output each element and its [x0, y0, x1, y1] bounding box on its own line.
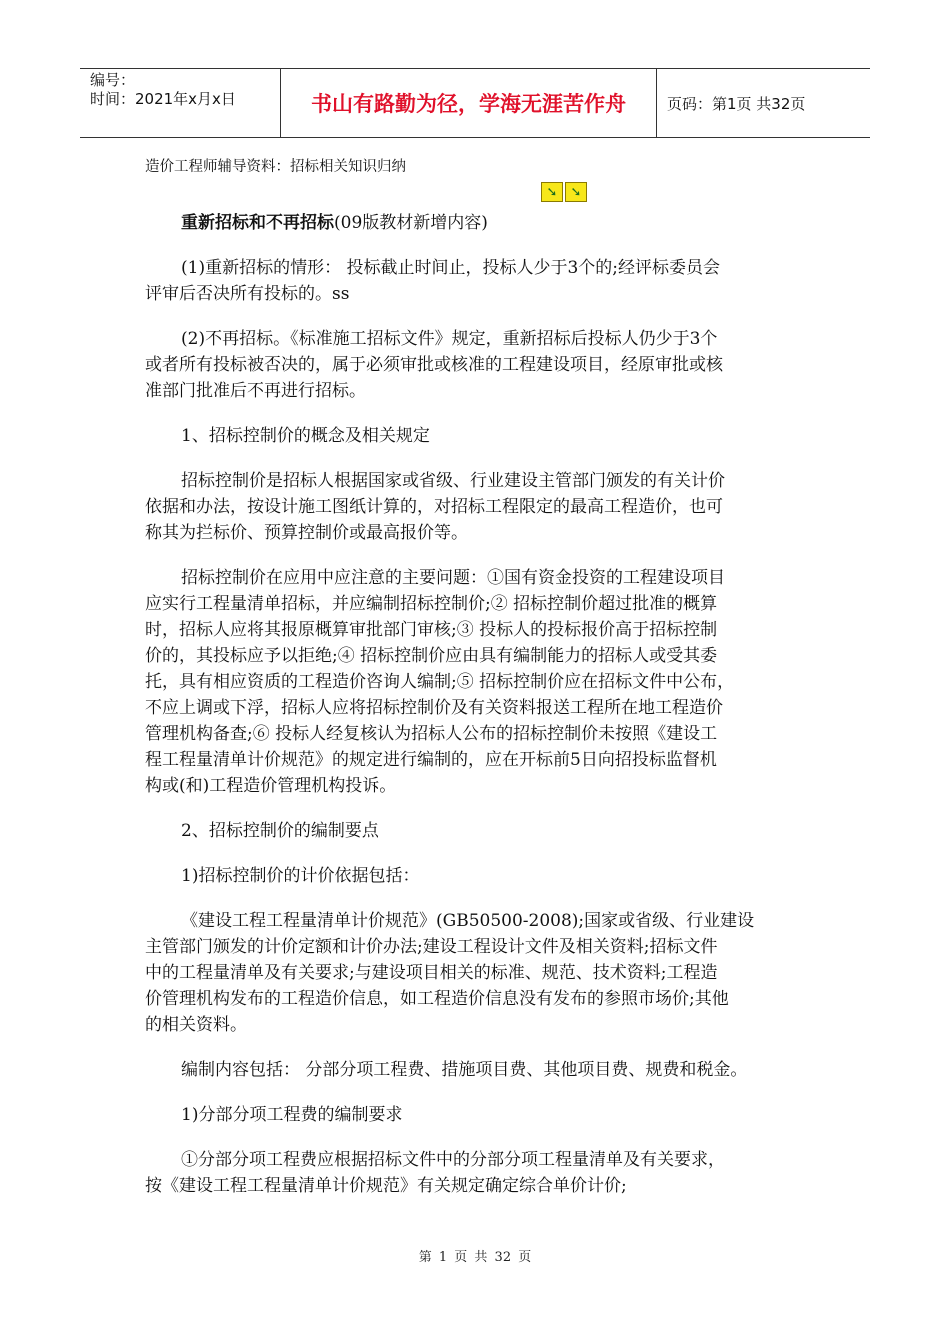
text-line: 主管部门颁发的计价定额和计价办法;建设工程设计文件及相关资料;招标文件 [145, 937, 718, 957]
document-body [145, 156, 825, 1218]
header-table [80, 68, 870, 138]
paragraph-no-rebid [145, 326, 825, 404]
paragraph-rebid [145, 255, 825, 307]
heading-2 [145, 818, 825, 844]
text-line: 招标控制价在应用中应注意的主要问题：①国有资金投资的工程建设项目 [181, 568, 725, 588]
text-line: 托，具有相应资质的工程造价咨询人编制;⑤ 招标控制价应在招标文件中公布， [145, 672, 735, 692]
text-line: 应实行工程量清单招标，并应编制招标控制价;② 招标控制价超过批准的概算 [145, 594, 718, 614]
paragraph-pricing-basis [145, 908, 825, 1038]
header-page-info: 页码：第1页 共32页 [667, 94, 806, 113]
text-line: (2)不再招标。《标准施工招标文件》规定，重新招标后投标人仍少于3个 [181, 329, 718, 349]
text-line: 招标控制价是招标人根据国家或省级、行业建设主管部门颁发的有关计价 [181, 471, 725, 491]
paragraph-item-cost [145, 1147, 825, 1199]
section-heading-note: (09版教材新增内容) [334, 213, 488, 233]
page-footer: 第 1 页 共 32 页 [418, 1250, 532, 1265]
text-line: 的相关资料。 [145, 1015, 247, 1035]
text-line: 中的工程量清单及有关要求;与建设项目相关的标准、规范、技术资料;工程造 [145, 963, 718, 983]
text-line: 依据和办法，按设计施工图纸计算的，对招标工程限定的最高工程造价，也可 [145, 497, 723, 517]
document-title: 造价工程师辅导资料：招标相关知识归纳 [145, 159, 406, 175]
text-line: 1)分部分项工程费的编制要求 [181, 1105, 403, 1125]
text-line: 价的，其投标应予以拒绝;④ 招标控制价应由具有编制能力的招标人或受其委 [145, 646, 718, 666]
heading-4 [145, 1102, 825, 1128]
section-heading [145, 210, 825, 236]
link-icon[interactable]: ➘ [565, 182, 587, 202]
text-line: 按《建设工程工程量清单计价规范》有关规定确定综合单价计价; [145, 1176, 627, 1196]
heading-1 [145, 423, 825, 449]
paragraph-control-price-concept [145, 468, 825, 546]
text-line: 编制内容包括： 分部分项工程费、措施项目费、其他项目费、规费和税金。 [181, 1060, 748, 1080]
text-line: 不应上调或下浮，招标人应将招标控制价及有关资料报送工程所在地工程造价 [145, 698, 723, 718]
text-line: 1)招标控制价的计价依据包括： [181, 866, 420, 886]
header-motto: 书山有路勤为径，学海无涯苦作舟 [281, 69, 657, 137]
paragraph-compile-content [145, 1057, 825, 1083]
date-label: 时间：2021年x月x日 [90, 90, 236, 108]
link-icon[interactable]: ➘ [541, 182, 563, 202]
text-line: 时，招标人应将其报原概算审批部门审核;③ 投标人的投标报价高于招标控制 [145, 620, 718, 640]
text-line: 程工程量清单计价规范》的规定进行编制的，应在开标前5日向招投标监督机 [145, 750, 717, 770]
text-line: 评审后否决所有投标的。ss [145, 284, 350, 304]
section-heading-bold: 重新招标和不再招标 [181, 213, 334, 233]
text-line: ①分部分项工程费应根据招标文件中的分部分项工程量清单及有关要求， [181, 1150, 725, 1170]
text-line: 准部门批准后不再进行招标。 [145, 381, 366, 401]
text-line: 1、招标控制价的概念及相关规定 [181, 426, 430, 446]
text-line: 《建设工程工程量清单计价规范》(GB50500-2008);国家或省级、行业建设 [181, 911, 755, 931]
header-meta [80, 69, 281, 137]
text-line: 构或(和)工程造价管理机构投诉。 [145, 776, 397, 796]
heading-3 [145, 863, 825, 889]
document-number-label: 编号： [90, 71, 136, 89]
text-line: 管理机构备查;⑥ 投标人经复核认为招标人公布的招标控制价未按照《建设工 [145, 724, 718, 744]
paragraph-control-price-issues [145, 565, 825, 799]
text-line: 价管理机构发布的工程造价信息，如工程造价信息没有发布的参照市场价;其他 [145, 989, 729, 1009]
text-line: 或者所有投标被否决的，属于必须审批或核准的工程建设项目，经原审批或核 [145, 355, 723, 375]
text-line: 2、招标控制价的编制要点 [181, 821, 379, 841]
text-line: 称其为拦标价、预算控制价或最高报价等。 [145, 523, 468, 543]
text-line: (1)重新招标的情形： 投标截止时间止，投标人少于3个的;经评标委员会 [181, 258, 721, 278]
